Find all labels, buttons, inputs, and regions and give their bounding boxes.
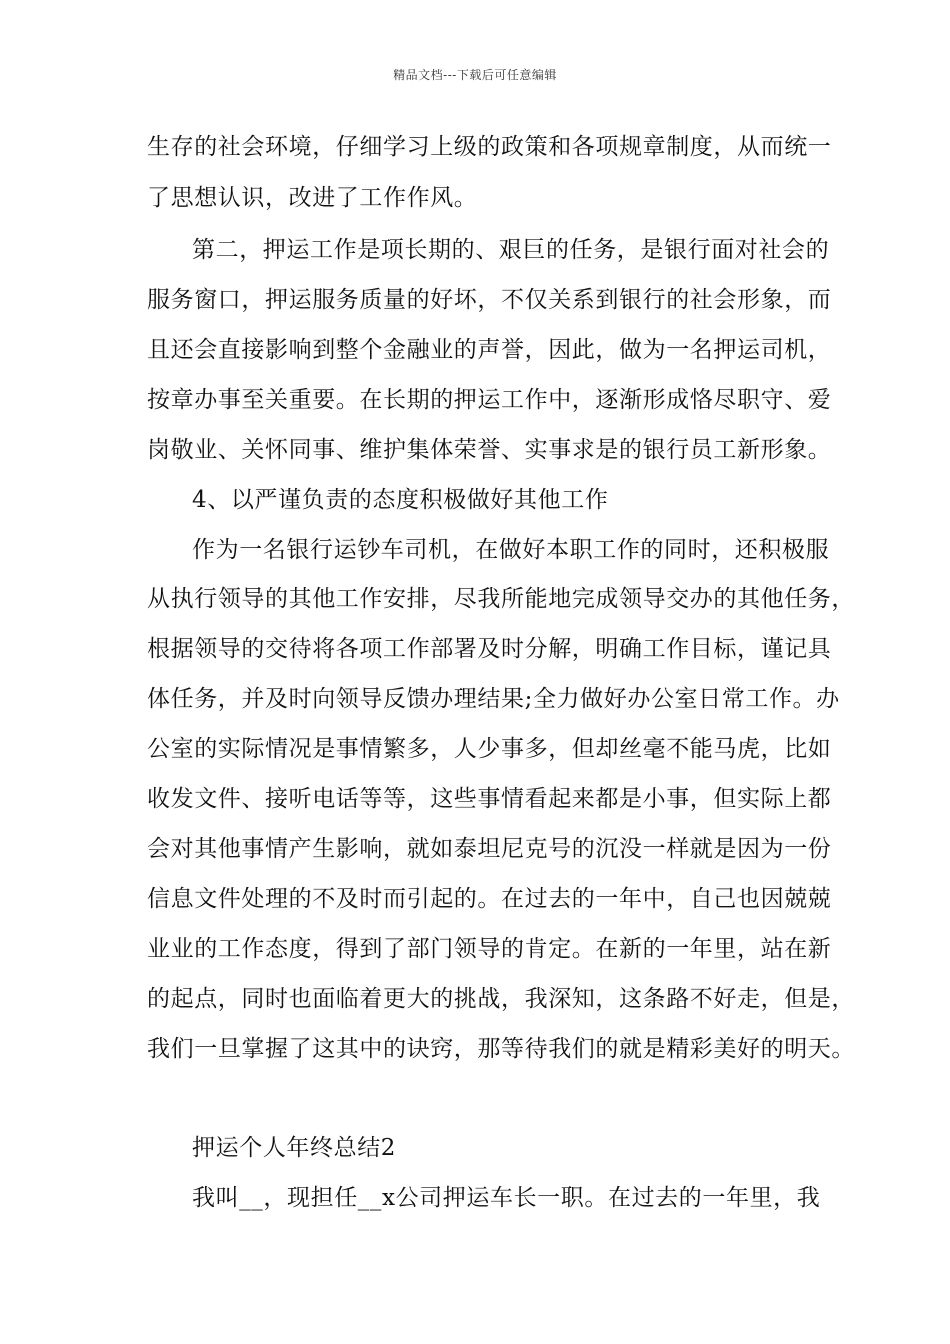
body-line-16: 信息文件处理的不及时而引起的。在过去的一年中，自己也因兢兢 (147, 886, 832, 912)
body-line-14: 收发文件、接听电话等等，这些事情看起来都是小事，但实际上都 (147, 786, 832, 812)
section-title: 押运个人年终总结2 (192, 1135, 397, 1161)
body-line-19: 我们一旦掌握了这其中的诀窍，那等待我们的就是精彩美好的明天。 (147, 1036, 855, 1062)
body-line-18: 的起点，同时也面临着更大的挑战，我深知，这条路不好走，但是， (147, 986, 855, 1012)
body-line-2: 了思想认识，改进了工作作风。 (147, 185, 478, 211)
section-heading-4: 4、以严谨负责的态度积极做好其他工作 (192, 487, 609, 513)
body-line-7: 岗敬业、关怀同事、维护集体荣誉、实事求是的银行员工新形象。 (147, 437, 832, 463)
body-line-1: 生存的社会环境，仔细学习上级的政策和各项规章制度，从而统一 (147, 134, 832, 160)
body-line-15: 会对其他事情产生影响，就如泰坦尼克号的沉没一样就是因为一份 (147, 836, 832, 862)
body-line-3: 第二，押运工作是项长期的、艰巨的任务，是银行面对社会的 (192, 237, 830, 263)
page-header: 精品文档---下载后可任意编辑 (393, 68, 557, 82)
body-line-13: 公室的实际情况是事情繁多，人少事多，但却丝毫不能马虎，比如 (147, 736, 832, 762)
body-line-12: 体任务，并及时向领导反馈办理结果;全力做好办公室日常工作。办 (147, 686, 840, 712)
body-line-9: 作为一名银行运钞车司机，在做好本职工作的同时，还积极服 (192, 537, 830, 563)
body-line-17: 业业的工作态度，得到了部门领导的肯定。在新的一年里，站在新 (147, 936, 832, 962)
body-line-5: 且还会直接影响到整个金融业的声誉，因此，做为一名押运司机， (147, 337, 832, 363)
body-line-11: 根据领导的交待将各项工作部署及时分解，明确工作目标，谨记具 (147, 636, 832, 662)
body-line-6: 按章办事至关重要。在长期的押运工作中，逐渐形成恪尽职守、爱 (147, 387, 832, 413)
body-line-21: 我叫__，现担任__x公司押运车长一职。在过去的一年里，我 (192, 1185, 821, 1211)
body-line-10: 从执行领导的其他工作安排，尽我所能地完成领导交办的其他任务， (147, 586, 855, 612)
body-line-4: 服务窗口，押运服务质量的好坏，不仅关系到银行的社会形象，而 (147, 287, 832, 313)
